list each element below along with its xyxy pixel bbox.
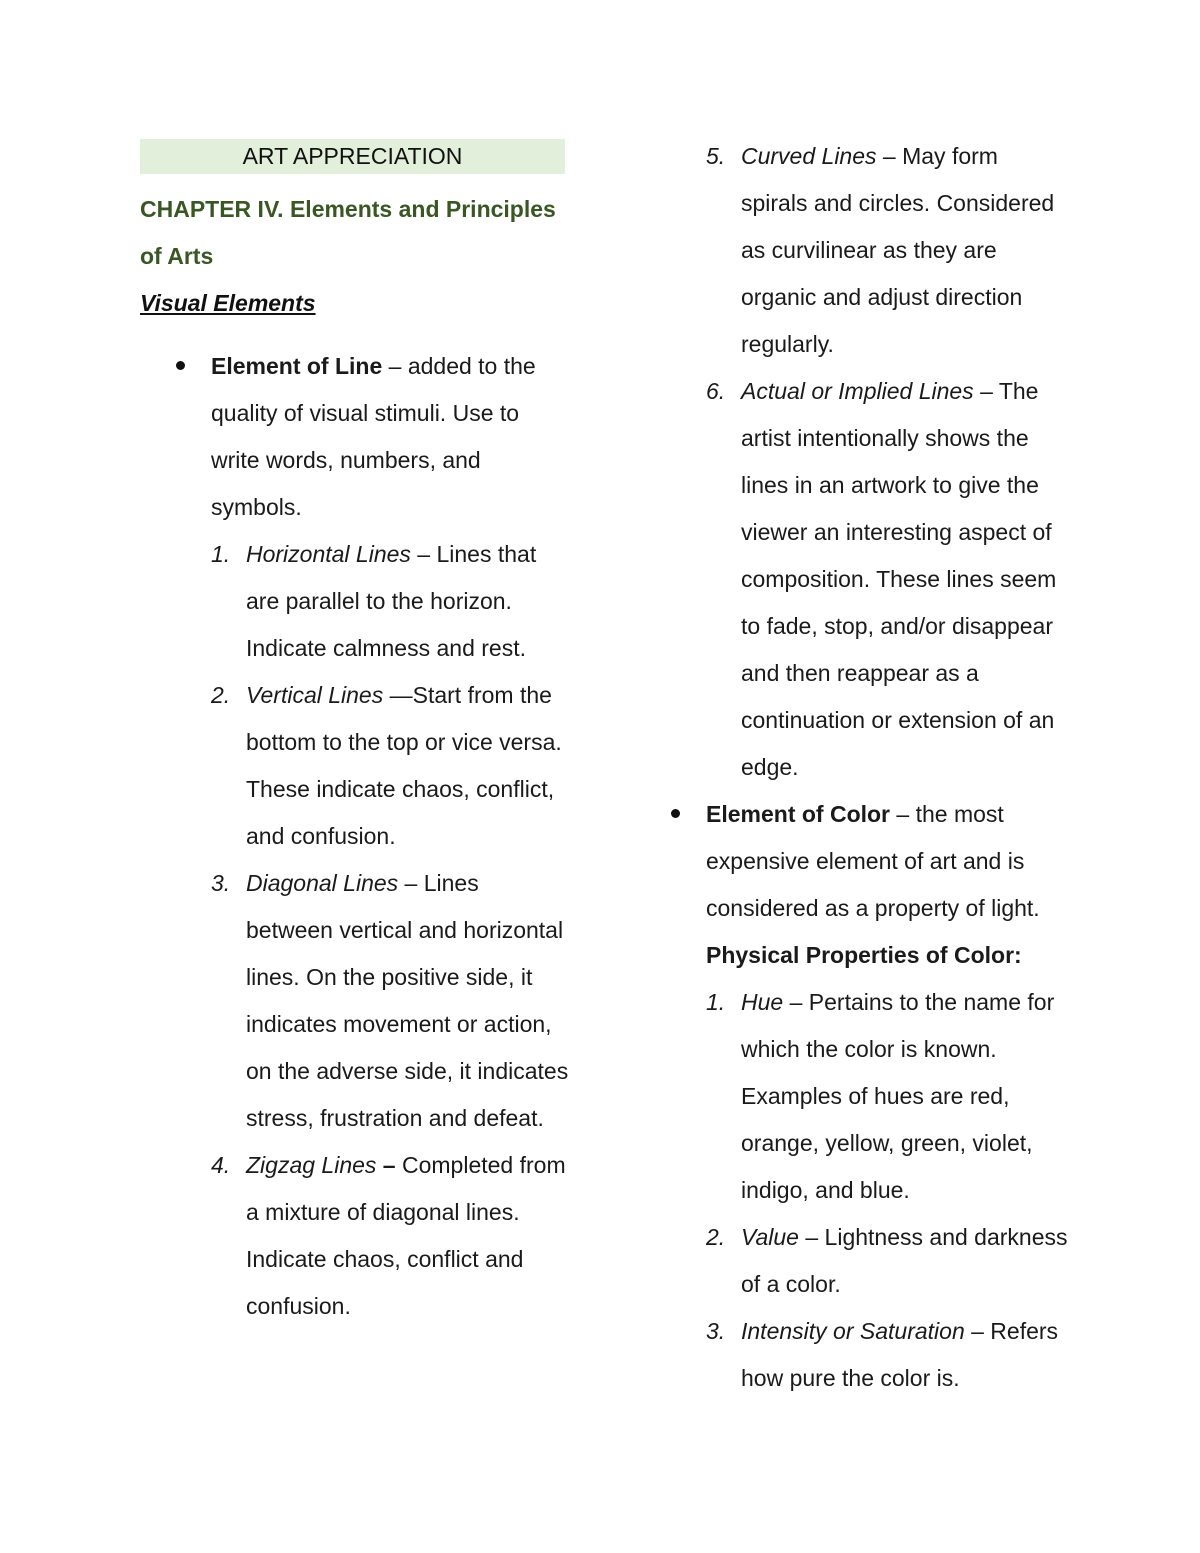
item-text: – May form spirals and circles. Considered as curvilinear as they are organic and adjust direction regularly.	[741, 143, 1055, 357]
left-column	[140, 133, 570, 1330]
item-text: – The artist intentionally shows the lines in an artwork to give the viewer an interesting aspect of composition. These lines seem to fade, stop, and/or disappear and then reappear as a continuation or extension of an edge.	[741, 378, 1057, 780]
right-column	[668, 133, 1068, 1402]
item-term: Value	[741, 1224, 799, 1250]
list-item	[706, 1308, 1068, 1402]
item-term: Hue	[741, 989, 784, 1015]
item-term: Horizontal Lines	[246, 541, 411, 567]
item-text: Completed from a mixture of diagonal lines. Indicate chaos, conflict and confusion.	[246, 1152, 566, 1319]
bullet-icon	[176, 361, 185, 370]
item-text: – Refers how pure the color is.	[741, 1318, 1059, 1391]
item-text: – Lines that are parallel to the horizon. Indicate calmness and rest.	[246, 541, 537, 661]
list-item	[706, 133, 1068, 368]
item-number: 2.	[706, 1224, 726, 1250]
color-properties-list	[706, 979, 1068, 1402]
item-term: Curved Lines	[741, 143, 877, 169]
item-number: 6.	[706, 378, 726, 404]
term: Element of Line	[211, 353, 383, 379]
list-item	[211, 672, 570, 860]
item-text: —Start from the bottom to the top or vice versa. These indicate chaos, conflict, and confusion.	[246, 682, 562, 849]
list-item	[211, 860, 570, 1142]
item-term: Diagonal Lines	[246, 870, 399, 896]
bullet-element-of-color	[668, 791, 1068, 932]
item-number: 4.	[211, 1152, 231, 1178]
item-text: – Pertains to the name for which the color is known. Examples of hues are red, orange, yellow, green, violet, indigo, and blue.	[741, 989, 1055, 1203]
line-types-list-continued	[706, 133, 1068, 791]
list-item	[706, 368, 1068, 791]
item-number: 5.	[706, 143, 726, 169]
item-text: – Lines between vertical and horizontal lines. On the positive side, it indicates movement or action, on the adverse side, it indicates stress, frustration and defeat.	[246, 870, 569, 1131]
line-types-list	[211, 531, 570, 1330]
item-term: Actual or Implied Lines	[741, 378, 974, 404]
item-number: 1.	[211, 541, 231, 567]
definition: – the most expensive element of art and is considered as a property of light.	[706, 801, 1040, 921]
chapter-heading	[140, 186, 570, 280]
bullet-element-of-line	[140, 343, 570, 531]
item-dash: –	[376, 1152, 396, 1178]
list-item	[211, 1142, 570, 1330]
list-item	[706, 1214, 1068, 1308]
document-title: ART APPRECIATION	[140, 139, 565, 174]
item-number: 1.	[706, 989, 726, 1015]
list-item	[211, 531, 570, 672]
subsection-heading: Physical Properties of Color:	[706, 942, 1022, 968]
chapter-heading-line-2: of Arts	[140, 243, 214, 269]
item-text: – Lightness and darkness of a color.	[741, 1224, 1068, 1297]
section-heading: Visual Elements	[140, 290, 316, 316]
item-number: 3.	[706, 1318, 726, 1344]
item-number: 2.	[211, 682, 231, 708]
item-term: Intensity or Saturation	[741, 1318, 965, 1344]
term: Element of Color	[706, 801, 891, 827]
item-term: Zigzag Lines	[246, 1152, 377, 1178]
item-number: 3.	[211, 870, 231, 896]
item-term: Vertical Lines	[246, 682, 384, 708]
list-item	[706, 979, 1068, 1214]
definition: – added to the quality of visual stimuli. Use to write words, numbers, and symbols.	[211, 353, 536, 520]
chapter-heading-line-1: CHAPTER IV. Elements and Principles	[140, 196, 556, 222]
bullet-icon	[671, 809, 680, 818]
